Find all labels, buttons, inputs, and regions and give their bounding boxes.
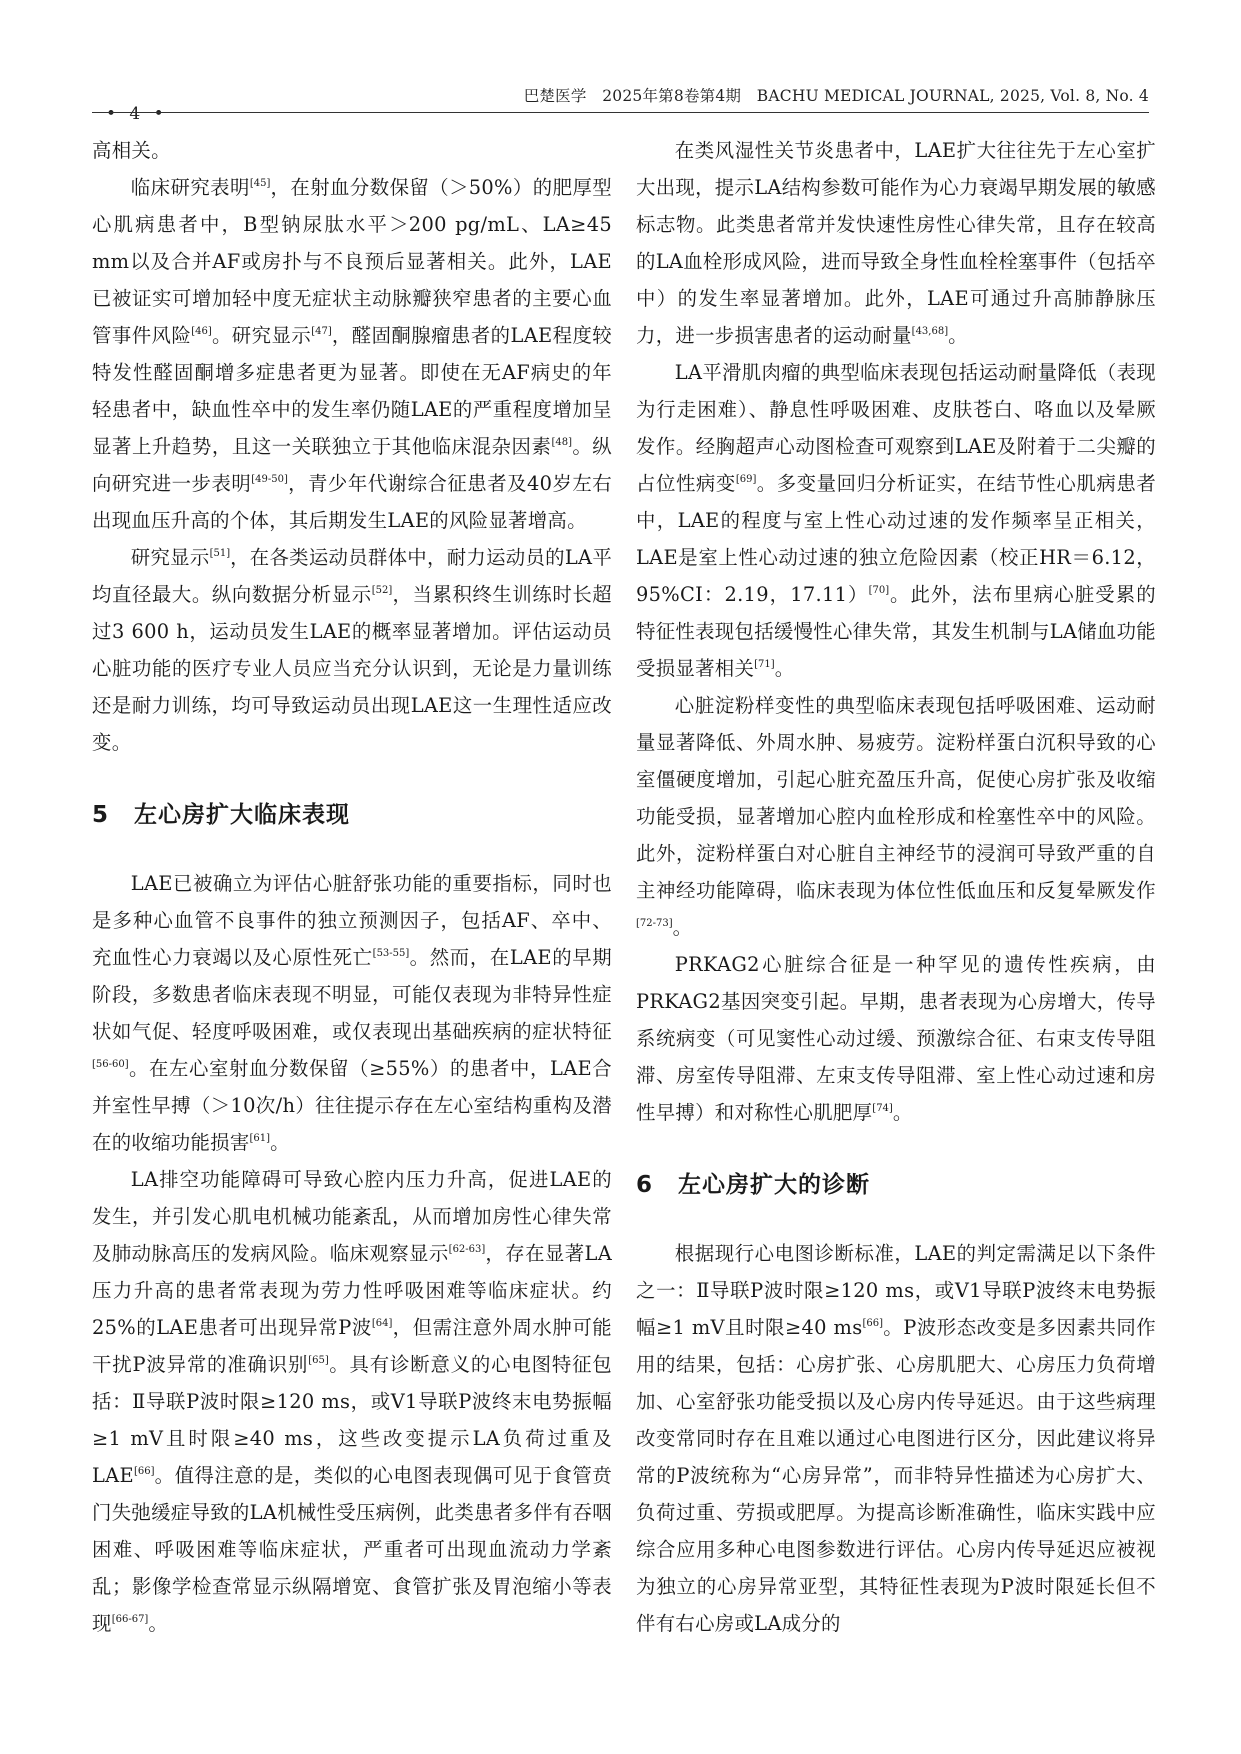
paragraph: 根据现行心电图诊断标准，LAE的判定需满足以下条件之一：Ⅱ导联P波时限≥120 ms，或V1导联P波终末电势振幅≥1 mV且时限≥40 ms[66]。P波形态改变是多因素共同作用的结果，包括：心房扩张、心房肌肥大、心房压力负荷增加、心室舒张功能受损以及心房内传导延迟。由于这些病理改变常同时存在且难以通过心电图进行区分，因此建议将异常的P波统称为“心房异常”，而非特异性描述为心房扩大、负荷过重、劳损或肥厚。为提高诊断准确性，临床实践中应综合应用多种心电图参数进行评估。心房内传导延迟应被视为独立的心房异常亚型，其特征性表现为P波时限延长但不伴有右心房或LA成分的 bbox=[636, 1242, 1157, 1635]
section-heading-5 bbox=[92, 795, 612, 835]
citation-marker: [48] bbox=[551, 437, 573, 448]
citation-marker: [70] bbox=[868, 585, 890, 596]
citation-marker: [56-60] bbox=[92, 1059, 129, 1070]
section-title: 左心房扩大的诊断 bbox=[678, 1172, 870, 1198]
paragraph: 研究显示[51]，在各类运动员群体中，耐力运动员的LA平均直径最大。纵向数据分析显示[52]，当累积终生训练时长超过3 600 h，运动员发生LAE的概率显著增加。评估运动员心脏功能的医疗专业人员应当充分认识到，无论是力量训练还是耐力训练，均可导致运动员出现LAE这一生理性适应改变。 bbox=[92, 546, 613, 754]
section-number: 6 bbox=[636, 1172, 654, 1198]
citation-marker: [66] bbox=[133, 1466, 155, 1477]
paragraph: LAE已被确立为评估心脏舒张功能的重要指标，同时也是多种心血管不良事件的独立预测因子，包括AF、卒中、充血性心力衰竭以及心原性死亡[53-55]。然而，在LAE的早期阶段，多数患者临床表现不明显，可能仅表现为非特异性症状如气促、轻度呼吸困难，或仅表现出基础疾病的症状特征[56-60]。在左心室射血分数保留（≥55%）的患者中，LAE合并室性早搏（＞10次/h）往往提示存在左心室结构重构及潜在的收缩功能损害[61]。 bbox=[92, 872, 612, 1154]
citation-marker: [47] bbox=[311, 326, 332, 337]
journal-citation: 巴楚医学 2025年第8卷第4期 BACHU MEDICAL JOURNAL, 2025, Vol. 8, No. 4 bbox=[523, 87, 1149, 105]
paragraph: LA排空功能障碍可导致心腔内压力升高，促进LAE的发生，并引发心肌电机械功能紊乱，从而增加房性心律失常及肺动脉高压的发病风险。临床观察显示[62-63]，存在显著LA压力升高的患者常表现为劳力性呼吸困难等临床症状。约25%的LAE患者可出现异常P波[64]，但需注意外周水肿可能干扰P波异常的准确识别[65]。具有诊断意义的心电图特征包括：Ⅱ导联P波时限≥120 ms，或V1导联P波终末电势振幅≥1 mV且时限≥40 ms，这些改变提示LA负荷过重及LAE[66]。值得注意的是，类似的心电图表现偶可见于食管贲门失弛缓症导致的LA机械性受压病例，此类患者多伴有吞咽困难、呼吸困难等临床症状，严重者可出现血流动力学紊乱；影像学检查常显示纵隔增宽、食管扩张及胃泡缩小等表现[66-67]。 bbox=[92, 1168, 612, 1635]
paragraph: 心脏淀粉样变性的典型临床表现包括呼吸困难、运动耐量显著降低、外周水肿、易疲劳。淀粉样蛋白沉积导致的心室僵硬度增加，引起心脏充盈压升高，促使心房扩张及收缩功能受损，显著增加心腔内血栓形成和栓塞性卒中的风险。此外，淀粉样蛋白对心脏自主神经节的浸润可导致严重的自主神经功能障碍，临床表现为体位性低血压和反复晕厥发作[72-73]。 bbox=[636, 694, 1156, 939]
citation-marker: [72-73] bbox=[636, 918, 673, 929]
citation-marker: [61] bbox=[249, 1133, 271, 1144]
citation-marker: [53-55] bbox=[372, 948, 410, 959]
citation-marker: [52] bbox=[371, 585, 393, 596]
citation-marker: [66] bbox=[862, 1318, 883, 1329]
paragraph: LA平滑肌肉瘤的典型临床表现包括运动耐量降低（表现为行走困难）、静息性呼吸困难、皮肤苍白、咯血以及晕厥发作。经胸超声心动图检查可观察到LAE及附着于二尖瓣的占位性病变[69]。多变量回归分析证实，在结节性心肌病患者中，LAE的程度与室上性心动过速的发作频率呈正相关，LAE是室上性心动过速的独立危险因素（校正HR＝6.12，95%CI：2.19，17.11）[70]。此外，法布里病心脏受累的特征性表现包括缓慢性心律失常，其发生机制与LA储血功能受损显著相关[71]。 bbox=[636, 361, 1157, 680]
running-header bbox=[92, 84, 1149, 124]
right-column bbox=[636, 132, 1156, 1642]
citation-marker: [46] bbox=[191, 326, 212, 337]
paragraph: 在类风湿性关节炎患者中，LAE扩大往往先于左心室扩大出现，提示LA结构参数可能作为心力衰竭早期发展的敏感标志物。此类患者常并发快速性房性心律失常，且存在较高的LA血栓形成风险，进而导致全身性血栓栓塞事件（包括卒中）的发生率显著增加。此外，LAE可通过升高肺静脉压力，进一步损害患者的运动耐量[43,68]。 bbox=[636, 139, 1156, 347]
citation-marker: [45] bbox=[249, 178, 271, 189]
citation-marker: [69] bbox=[735, 474, 757, 485]
citation-marker: [64] bbox=[371, 1318, 393, 1329]
citation-marker: [65] bbox=[308, 1355, 329, 1366]
left-column bbox=[92, 132, 612, 1642]
citation-marker: [71] bbox=[754, 659, 775, 670]
page-number: • 4 • bbox=[106, 104, 168, 124]
section-title: 左心房扩大临床表现 bbox=[134, 802, 350, 828]
paragraph: PRKAG2心脏综合征是一种罕见的遗传性疾病，由PRKAG2基因突变引起。早期，患者表现为心房增大，传导系统病变（可见窦性心动过缓、预激综合征、右束支传导阻滞、房室传导阻滞、左束支传导阻滞、室上性心动过速和房性早搏）和对称性心肌肥厚[74]。 bbox=[636, 953, 1156, 1124]
citation-marker: [66-67] bbox=[111, 1614, 149, 1625]
paragraph: 临床研究表明[45]，在射血分数保留（＞50%）的肥厚型心肌病患者中，B型钠尿肽水平＞200 pg/mL、LA≥45 mm以及合并AF或房扑与不良预后显著相关。此外，LAE已被证实可增加轻中度无症状主动脉瓣狭窄患者的主要心血管事件风险[46]。研究显示[47]，醛固酮腺瘤患者的LAE程度较特发性醛固酮增多症患者更为显著。即使在无AF病史的年轻患者中，缺血性卒中的发生率仍随LAE的严重程度增加呈显著上升趋势，且这一关联独立于其他临床混杂因素[48]。纵向研究进一步表明[49-50]，青少年代谢综合征患者及40岁左右出现血压升高的个体，其后期发生LAE的风险显著增高。 bbox=[92, 176, 612, 532]
paragraph: 高相关。 bbox=[92, 139, 171, 162]
citation-marker: [51] bbox=[209, 548, 231, 559]
citation-marker: [43,68] bbox=[911, 326, 949, 337]
section-heading-6 bbox=[636, 1165, 1156, 1205]
section-number: 5 bbox=[92, 802, 110, 828]
header-rule bbox=[92, 112, 1149, 113]
citation-marker: [74] bbox=[872, 1103, 893, 1114]
citation-marker: [49-50] bbox=[251, 474, 288, 485]
citation-marker: [62-63] bbox=[448, 1244, 486, 1255]
